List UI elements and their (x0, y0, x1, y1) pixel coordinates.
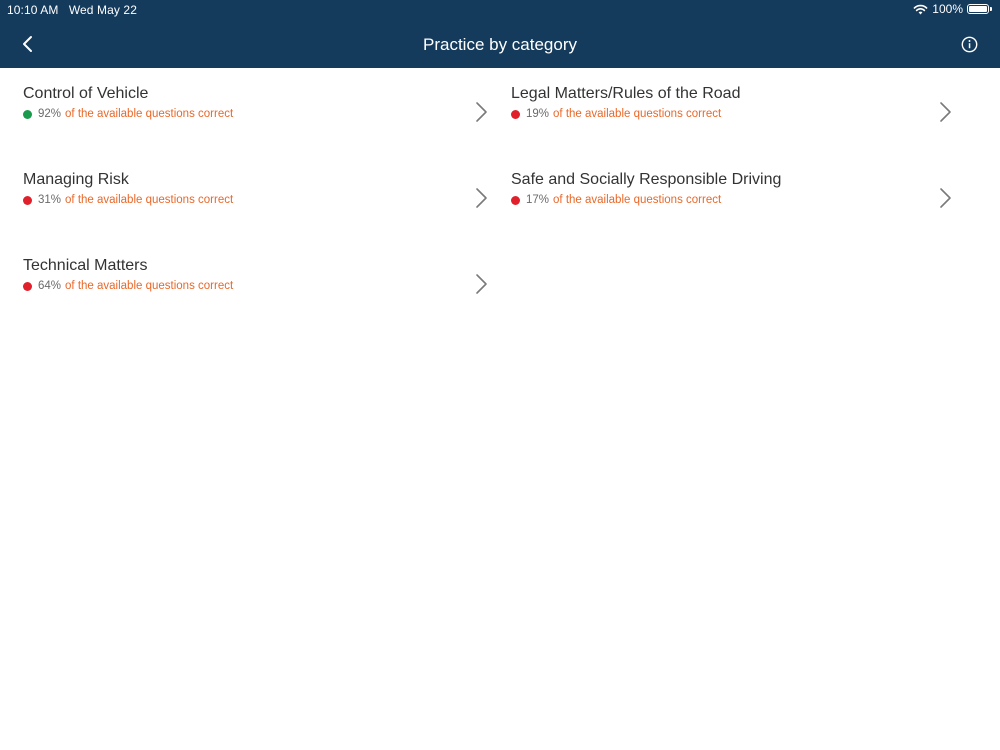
chevron-right-icon (938, 101, 952, 123)
chevron-right-icon (474, 101, 488, 123)
category-progress (23, 194, 233, 206)
status-indicators (913, 2, 992, 16)
status-dot (23, 196, 32, 205)
category-percent: 64% (38, 280, 62, 292)
category-percent: 17% (526, 194, 550, 206)
category-progress (511, 194, 721, 206)
status-dot (23, 282, 32, 291)
category-title: Managing Risk (23, 171, 129, 188)
category-item-managing-risk[interactable] (0, 154, 488, 240)
status-time (7, 3, 137, 17)
category-item-technical-matters[interactable] (0, 240, 488, 326)
status-dot (23, 110, 32, 119)
category-description: of the available questions correct (65, 280, 234, 292)
info-icon[interactable] (961, 36, 978, 53)
category-item-control-of-vehicle[interactable] (0, 68, 488, 154)
wifi-icon (913, 4, 928, 15)
category-percent: 31% (38, 194, 62, 206)
battery-tip (990, 7, 992, 11)
chevron-right-icon (474, 273, 488, 295)
category-progress (511, 108, 721, 120)
chevron-right-icon (474, 187, 488, 209)
category-percent: 19% (526, 108, 550, 120)
category-title: Safe and Socially Responsible Driving (511, 171, 782, 188)
category-description: of the available questions correct (65, 194, 234, 206)
category-title: Technical Matters (23, 257, 148, 274)
chevron-right-icon (938, 187, 952, 209)
page-title: Practice by category (422, 35, 577, 54)
category-item-legal-matters[interactable] (488, 68, 976, 154)
category-description: of the available questions correct (553, 194, 722, 206)
back-button[interactable] (16, 31, 40, 57)
navigation-bar (0, 0, 1000, 68)
category-description: of the available questions correct (65, 108, 234, 120)
status-dot (511, 196, 520, 205)
category-title: Control of Vehicle (23, 85, 149, 102)
battery-percent: 100% (932, 2, 963, 16)
status-dot (511, 110, 520, 119)
battery-icon (967, 4, 989, 14)
status-clock: 10:10 AM (7, 3, 59, 17)
category-progress (23, 108, 233, 120)
category-percent: 92% (38, 108, 62, 120)
category-progress (23, 280, 233, 292)
category-description: of the available questions correct (553, 108, 722, 120)
category-item-safe-driving[interactable] (488, 154, 976, 240)
category-title: Legal Matters/Rules of the Road (511, 85, 741, 102)
status-date: Wed May 22 (68, 3, 137, 17)
